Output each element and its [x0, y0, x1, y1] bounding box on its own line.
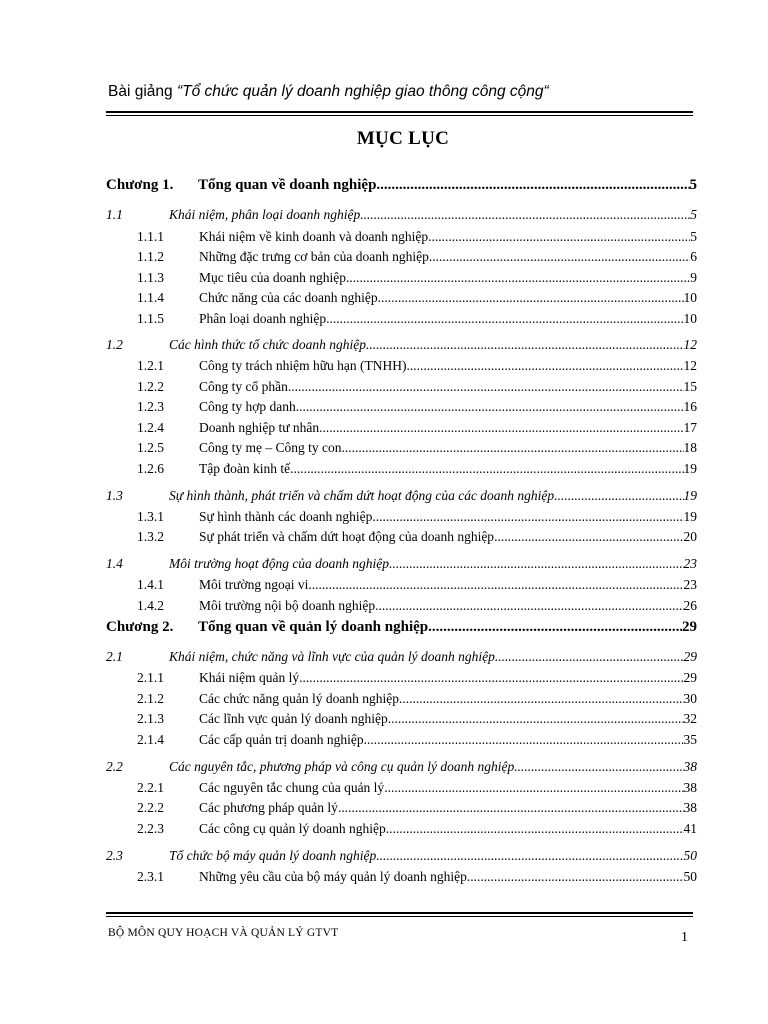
toc-entry-number: 1.1 — [106, 207, 123, 222]
toc-entry-page: 12 — [683, 358, 697, 373]
toc-entry-title: Doanh nghiệp tư nhân — [199, 420, 320, 435]
toc-dot-leader — [495, 649, 684, 665]
footer-page-number: 1 — [681, 930, 688, 945]
toc-entry-number: 1.3.2 — [137, 529, 164, 544]
toc-entry-title: Phân loại doanh nghiệp — [199, 311, 327, 326]
toc-dot-leader — [518, 759, 684, 775]
toc-entry-number: 1.3.1 — [137, 509, 164, 524]
toc-entry-page: 6 — [690, 249, 697, 264]
toc-entry-section[interactable] — [106, 488, 697, 504]
toc-entry-page: 41 — [683, 821, 697, 836]
toc-entry-title: Những đặc trưng cơ bản của doanh nghiệp — [199, 249, 429, 264]
toc-entry-page: 38 — [683, 759, 697, 774]
toc-dot-leader — [389, 556, 683, 572]
toc-dot-leader — [431, 229, 690, 245]
toc-entry-title: Các hình thức tổ chức doanh nghiệp — [169, 337, 366, 352]
toc-dot-leader — [494, 529, 683, 545]
toc-dot-leader — [349, 270, 690, 286]
toc-entry-page: 18 — [683, 440, 697, 455]
toc-entry-number: 1.1.1 — [137, 229, 164, 244]
toc-entry-sub[interactable] — [137, 461, 697, 477]
toc-entry-page: 50 — [683, 848, 697, 863]
toc-entry-sub[interactable] — [137, 249, 697, 265]
toc-entry-page: 35 — [683, 732, 697, 747]
toc-entry-page: 29 — [682, 619, 697, 635]
toc-entry-title: Các nguyên tắc chung của quản lý — [199, 780, 385, 795]
toc-entry-title: Các lĩnh vực quản lý doanh nghiệp. — [199, 711, 392, 726]
toc-dot-leader — [375, 598, 683, 614]
toc-entry-section[interactable] — [106, 649, 697, 665]
toc-entry-sub[interactable] — [137, 399, 697, 415]
toc-entry-chapter[interactable] — [106, 619, 697, 636]
toc-entry-page: 17 — [683, 420, 697, 435]
toc-entry-page: 38 — [683, 780, 697, 795]
toc-entry-page: 38 — [683, 800, 697, 815]
toc-entry-page: 5 — [690, 207, 697, 222]
toc-entry-number: 2.1 — [106, 649, 123, 664]
toc-dot-leader — [366, 337, 684, 353]
toc-entry-page: 10 — [683, 311, 697, 326]
toc-entry-title: Sự hình thành các doanh nghiệp — [199, 509, 373, 524]
toc-dot-leader — [428, 619, 682, 636]
toc-entry-number: 1.2.5 — [137, 440, 164, 455]
toc-entry-title: Công ty mẹ – Công ty con — [199, 440, 342, 455]
toc-entry-number: 1.1.2 — [137, 249, 164, 264]
toc-entry-sub[interactable] — [137, 311, 697, 327]
toc-entry-sub[interactable] — [137, 379, 697, 395]
toc-entry-title: Các cấp quản trị doanh nghiệp — [199, 732, 364, 747]
toc-entry-sub[interactable] — [137, 358, 697, 374]
toc-dot-leader — [376, 848, 683, 864]
toc-entry-number: 1.2.3 — [137, 399, 164, 414]
toc-entry-title: Các phương pháp quản lý — [199, 800, 338, 815]
toc-entry-page: 32 — [683, 711, 697, 726]
toc-entry-page: 19 — [683, 509, 697, 524]
toc-dot-leader — [378, 290, 684, 306]
toc-entry-title: Các công cụ quản lý doanh nghiệp. — [199, 821, 390, 836]
toc-entry-sub[interactable] — [137, 869, 697, 885]
toc-entry-title: Các chức năng quản lý doanh nghiệp — [199, 691, 400, 706]
toc-dot-leader — [391, 711, 683, 727]
toc-entry-section[interactable] — [106, 759, 697, 775]
toc-dot-leader — [338, 800, 684, 816]
toc-entry-page: 15 — [683, 379, 697, 394]
toc-entry-number: 1.2.6 — [137, 461, 164, 476]
toc-entry-page: 26 — [683, 598, 697, 613]
toc-dot-leader — [389, 821, 683, 837]
toc-entry-sub[interactable] — [137, 780, 697, 796]
toc-entry-number: 1.1.3 — [137, 270, 164, 285]
toc-entry-sub[interactable] — [137, 229, 697, 245]
toc-entry-page: 5 — [689, 177, 697, 193]
toc-entry-number: 1.2.1 — [137, 358, 164, 373]
toc-entry-number: 1.4.1 — [137, 577, 164, 592]
toc-dot-leader — [299, 670, 683, 686]
toc-entry-sub[interactable] — [137, 270, 697, 286]
toc-entry-title: Sự phát triển và chấm dứt hoạt động của doanh nghiệp — [199, 529, 495, 544]
toc-entry-sub[interactable] — [137, 598, 697, 614]
toc-entry-page: 23 — [683, 556, 697, 571]
toc-entry-page: 29 — [683, 649, 697, 664]
toc-entry-page: 23 — [683, 577, 697, 592]
toc-entry-title: Tổ chức bộ máy quản lý doanh nghiệp — [169, 848, 377, 863]
toc-entry-sub[interactable] — [137, 509, 697, 525]
toc-entry-sub[interactable] — [137, 691, 697, 707]
toc-entry-number: 2.2.2 — [137, 800, 164, 815]
toc-entry-number: 2.1.1 — [137, 670, 164, 685]
toc-entry-number: 2.2.3 — [137, 821, 164, 836]
toc-entry-page: 12 — [683, 337, 697, 352]
toc-entry-sub[interactable] — [137, 821, 697, 837]
toc-dot-leader — [326, 311, 683, 327]
footer-rule-thick — [106, 912, 693, 914]
toc-entry-number: 2.3 — [106, 848, 123, 863]
toc-entry-number: Chương 2. — [106, 619, 174, 635]
toc-dot-leader — [319, 420, 683, 436]
toc-entry-title: Môi trường nội bộ doanh nghiệp — [199, 598, 376, 613]
toc-dot-leader — [342, 440, 684, 456]
toc-entry-number: 1.3 — [106, 488, 123, 503]
toc-entry-number: 1.1.5 — [137, 311, 164, 326]
toc-entry-title: Khái niệm, chức năng và lĩnh vực của quản lý doanh nghiệp — [169, 649, 495, 664]
toc-entry-chapter[interactable] — [106, 177, 697, 194]
toc-dot-leader — [467, 869, 684, 885]
toc-entry-sub[interactable] — [137, 732, 697, 748]
toc-entry-title: Các nguyên tắc, phương pháp và công cụ quản lý doanh nghiệp. — [169, 759, 518, 774]
toc-dot-leader — [376, 177, 689, 194]
toc-dot-leader — [407, 358, 684, 374]
footer-department: BỘ MÔN QUY HOẠCH VÀ QUẢN LÝ GTVT — [108, 927, 339, 939]
toc-entry-title: Mục tiêu của doanh nghiệp. — [199, 270, 350, 285]
toc-entry-number: 1.4.2 — [137, 598, 164, 613]
toc-entry-title: Tổng quan về doanh nghiệp — [198, 177, 377, 193]
toc-dot-leader — [308, 577, 683, 593]
toc-entry-section[interactable] — [106, 207, 697, 223]
toc-entry-sub[interactable] — [137, 529, 697, 545]
toc-entry-number: 2.1.2 — [137, 691, 164, 706]
toc-entry-title: Môi trường ngoại vi — [199, 577, 309, 592]
toc-entry-number: 2.3.1 — [137, 869, 164, 884]
toc-entry-section[interactable] — [106, 556, 697, 572]
toc-entry-page: 9 — [690, 270, 697, 285]
toc-entry-page: 19 — [683, 488, 697, 503]
toc-entry-page: 50 — [683, 869, 697, 884]
toc-entry-title: Những yêu cầu của bộ máy quản lý doanh nghiệp — [199, 869, 467, 884]
toc-entry-sub[interactable] — [137, 800, 697, 816]
toc-entry-sub[interactable] — [137, 290, 697, 306]
toc-dot-leader — [384, 780, 683, 796]
toc-entry-title: Công ty hợp danh — [199, 399, 296, 414]
header-title: “Tổ chức quản lý doanh nghiệp giao thông công cộng“ — [176, 83, 549, 100]
toc-entry-number: Chương 1. — [106, 177, 174, 193]
toc-entry-number: 1.2 — [106, 337, 123, 352]
toc-dot-leader — [364, 732, 684, 748]
footer-rule-thin — [106, 916, 693, 917]
toc-entry-page: 10 — [683, 290, 697, 305]
toc-dot-leader — [372, 509, 683, 525]
toc-entry-sub[interactable] — [137, 440, 697, 456]
toc-entry-number: 1.1.4 — [137, 290, 164, 305]
toc-entry-number: 2.1.3 — [137, 711, 164, 726]
toc-entry-page: 20 — [683, 529, 697, 544]
toc-dot-leader — [290, 461, 683, 477]
toc-dot-leader — [360, 207, 690, 223]
toc-dot-leader — [296, 399, 684, 415]
toc-entry-title: Tổng quan về quản lý doanh nghiệp — [198, 619, 429, 635]
toc-entry-section[interactable] — [106, 848, 697, 864]
toc-entry-title: Khái niệm quản lý — [199, 670, 300, 685]
toc-entry-number: 1.2.2 — [137, 379, 164, 394]
toc-entry-title: Công ty trách nhiệm hữu hạn (TNHH) — [199, 358, 407, 373]
toc-entry-section[interactable] — [106, 337, 697, 353]
toc-entry-number: 1.4 — [106, 556, 123, 571]
toc-entry-title: Môi trường hoạt động của doanh nghiệp — [169, 556, 390, 571]
toc-dot-leader — [429, 249, 690, 265]
toc-dot-leader — [288, 379, 684, 395]
toc-entry-title: Khái niệm, phân loại doanh nghiệp — [169, 207, 361, 222]
toc-entry-title: Tập đoàn kinh tế — [199, 461, 291, 476]
toc-dot-leader — [554, 488, 683, 504]
toc-entry-sub[interactable] — [137, 711, 697, 727]
toc-entry-sub[interactable] — [137, 420, 697, 436]
toc-entry-title: Công ty cổ phần — [199, 379, 288, 394]
toc-entry-page: 16 — [683, 399, 697, 414]
toc-entry-title: Chức năng của các doanh nghiệp — [199, 290, 378, 305]
toc-entry-page: 19 — [683, 461, 697, 476]
toc-entry-page: 5 — [690, 229, 697, 244]
toc-entry-sub[interactable] — [137, 670, 697, 686]
toc-entry-number: 2.2 — [106, 759, 123, 774]
toc-title: MỤC LỤC — [356, 128, 450, 149]
toc-entry-number: 1.2.4 — [137, 420, 164, 435]
toc-entry-title: Sự hình thành, phát triển và chấm dứt hoạt động của các doanh nghiệp — [169, 488, 555, 503]
toc-dot-leader — [399, 691, 683, 707]
toc-entry-number: 2.2.1 — [137, 780, 164, 795]
toc-entry-number: 2.1.4 — [137, 732, 164, 747]
toc-entry-sub[interactable] — [137, 577, 697, 593]
header-prefix: Bài giảng — [108, 83, 177, 100]
toc-entry-title: Khái niệm về kinh doanh và doanh nghiệp. — [199, 229, 432, 244]
toc-entry-page: 29 — [683, 670, 697, 685]
toc-entry-page: 30 — [683, 691, 697, 706]
